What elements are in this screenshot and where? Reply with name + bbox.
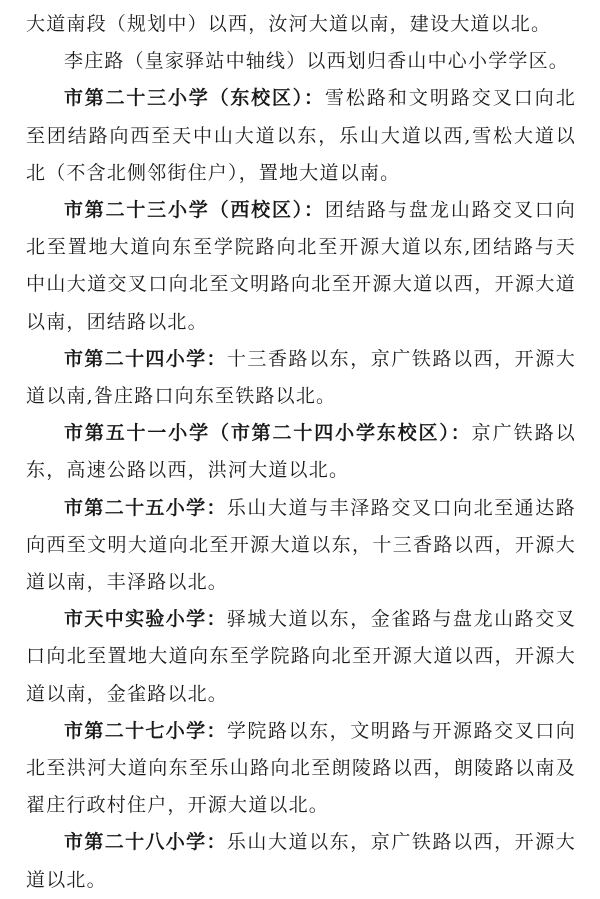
- paragraph-text: 李庄路（皇家驿站中轴线）以西划归香山中心小学学区。: [64, 50, 570, 73]
- school-name: 市第二十三小学（西校区）：: [64, 199, 325, 222]
- school-name: 市第二十七小学：: [64, 719, 227, 742]
- paragraph-text: 十三香路以东，京广铁路以西，开源大道以南,昝庄路口向东至铁路以北。: [26, 347, 576, 408]
- paragraph-school-25: [26, 490, 576, 602]
- paragraph-school-28: [26, 824, 576, 898]
- paragraph-text: 京广铁路以东，高速公路以西，洪河大道以北。: [26, 422, 576, 482]
- paragraph-0: [26, 6, 576, 43]
- school-name: 市第二十八小学：: [64, 831, 227, 854]
- school-name: 市天中实验小学：: [64, 608, 227, 631]
- school-name: 市第五十一小学（市第二十四小学东校区）：: [64, 422, 472, 445]
- paragraph-school-23-east: [26, 80, 576, 192]
- paragraph-school-23-west: [26, 192, 576, 341]
- paragraph-school-51: [26, 415, 576, 489]
- paragraph-school-tianzhong: [26, 601, 576, 713]
- paragraph-text: 团结路与盘龙山路交叉口向北至置地大道向东至学院路向北至开源大道以东,团结路与天中山大道交叉口向北至文明路向北至开源大道以西，开源大道以南，团结路以北。: [26, 199, 576, 333]
- paragraph-text: 学院路以东，文明路与开源路交叉口向北至洪河大道向东至乐山路向北至朗陵路以西，朗陵路以南及翟庄行政村住户，开源大道以北。: [26, 719, 576, 817]
- paragraph-text: 驿城大道以东，金雀路与盘龙山路交叉口向北至置地大道向东至学院路向北至开源大道以西，开源大道以南，金雀路以北。: [26, 608, 576, 705]
- school-name: 市第二十三小学（东校区）：: [64, 87, 325, 110]
- paragraph-text: 大道南段（规划中）以西，汝河大道以南，建设大道以北。: [26, 13, 552, 35]
- paragraph-school-24: [26, 341, 576, 415]
- paragraph-text: 乐山大道以东，京广铁路以西，开源大道以北。: [26, 831, 576, 891]
- paragraph-text: 乐山大道与丰泽路交叉口向北至通达路向西至文明大道向北至开源大道以东，十三香路以西，开源大道以南，丰泽路以北。: [26, 496, 576, 594]
- paragraph-1: [26, 43, 576, 80]
- paragraph-text: 雪松路和文明路交叉口向北至团结路向西至天中山大道以东，乐山大道以西,雪松大道以北（不含北侧邻街住户），置地大道以南。: [26, 87, 576, 184]
- paragraph-school-27: [26, 713, 576, 825]
- school-name: 市第二十五小学：: [64, 496, 227, 519]
- school-name: 市第二十四小学：: [64, 347, 227, 370]
